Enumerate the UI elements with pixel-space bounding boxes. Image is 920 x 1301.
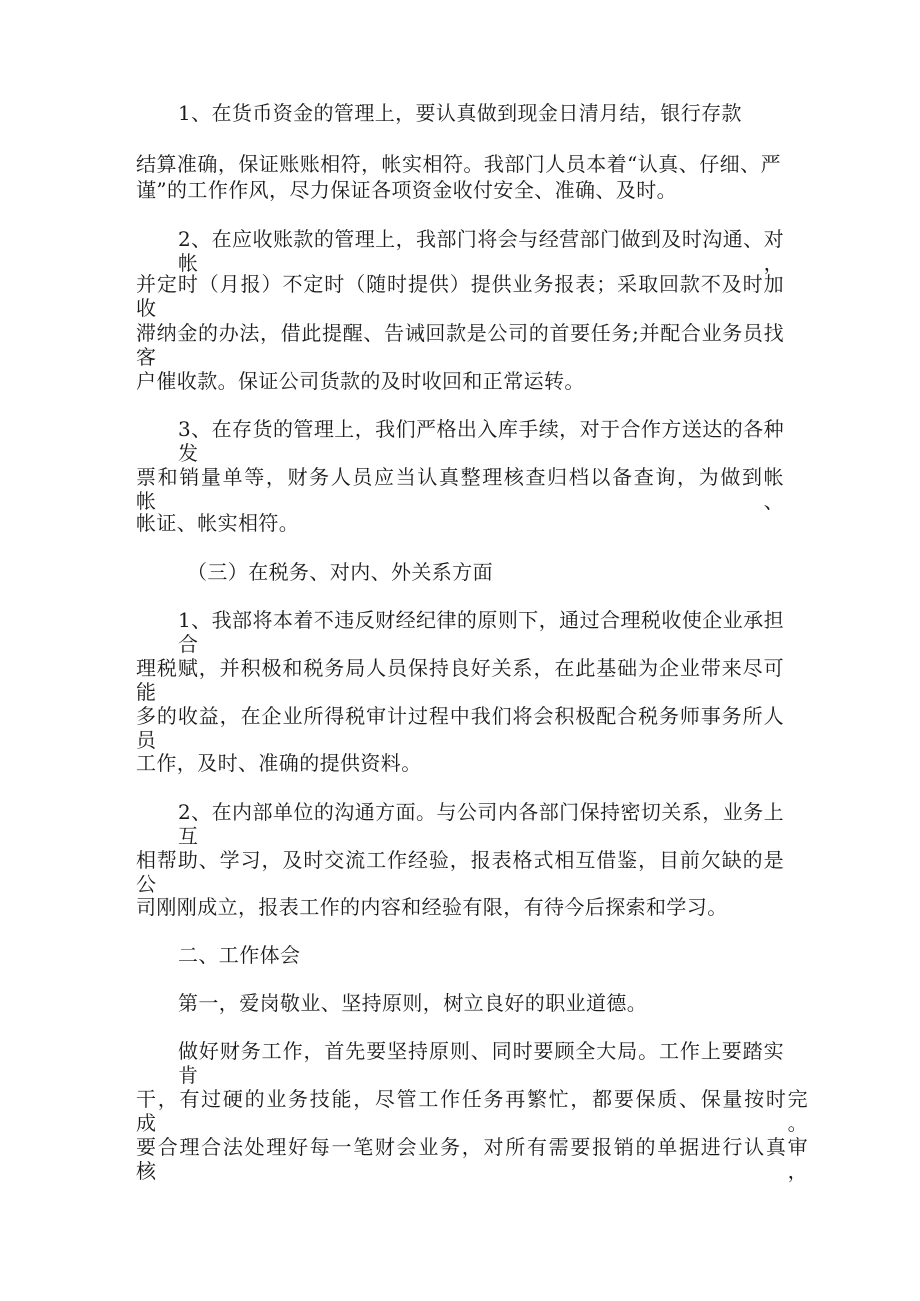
- text-line: 滞纳金的办法，借此提醒、告诫回款是公司的首要任务;并配合业务员找客: [136, 321, 784, 369]
- text-line: 1、在货币资金的管理上，要认真做到现金日清月结，银行存款: [178, 101, 742, 125]
- text-line: 司刚刚成立，报表工作的内容和经验有限，有待今后探索和学习。: [136, 895, 728, 919]
- text-line: 1、我部将本着不违反财经纪律的原则下，通过合理税收使企业承担合: [178, 608, 784, 656]
- text-line: 理税赋，并积极和税务局人员保持良好关系，在此基础为企业带来尽可能: [136, 656, 784, 704]
- text-line: 谨”的工作作风，尽力保证各项资金收付安全、准确、及时。: [136, 178, 678, 202]
- section-heading: （三）在税务、对内、外关系方面: [187, 560, 493, 584]
- text-line: 做好财务工作，首先要坚持原则、同时要顾全大局。工作上要踏实肯: [178, 1039, 784, 1087]
- text-line: 帐证、帐实相符。: [136, 511, 300, 535]
- text-line: 工作，及时、准确的提供资料。: [136, 751, 422, 775]
- text-line: 第一，爱岗敬业、坚持原则，树立良好的职业道德。: [178, 991, 648, 1015]
- text-line: 结算准确，保证账账相符，帐实相符。我部门人员本着“认真、仔细、严: [136, 152, 781, 176]
- text-line: 多的收益，在企业所得税审计过程中我们将会积极配合税务师事务所人员: [136, 704, 784, 752]
- text-line: 相帮助、学习，及时交流工作经验，报表格式相互借鉴，目前欠缺的是公: [136, 848, 784, 896]
- text-line: 票和销量单等，财务人员应当认真整理核查归档以备查询，为做到帐帐、: [136, 465, 784, 513]
- text-line: 户催收款。保证公司货款的及时收回和正常运转。: [136, 369, 585, 393]
- text-line: 3、在存货的管理上，我们严格出入库手续，对于合作方送达的各种发: [178, 417, 784, 465]
- text-line: 要合理合法处理好每一笔财会业务，对所有需要报销的单据进行认真审核，: [136, 1135, 808, 1183]
- text-line: 并定时（月报）不定时（随时提供）提供业务报表；采取回款不及时加收: [136, 272, 784, 320]
- text-line: 2、在应收账款的管理上，我部门将会与经营部门做到及时沟通、对帐，: [178, 227, 784, 275]
- text-line: 2、在内部单位的沟通方面。与公司内各部门保持密切关系，业务上互: [178, 800, 784, 848]
- section-heading: 二、工作体会: [178, 943, 301, 967]
- text-line: 干，有过硬的业务技能，尽管工作任务再繁忙，都要保质、保量按时完成。: [136, 1087, 808, 1135]
